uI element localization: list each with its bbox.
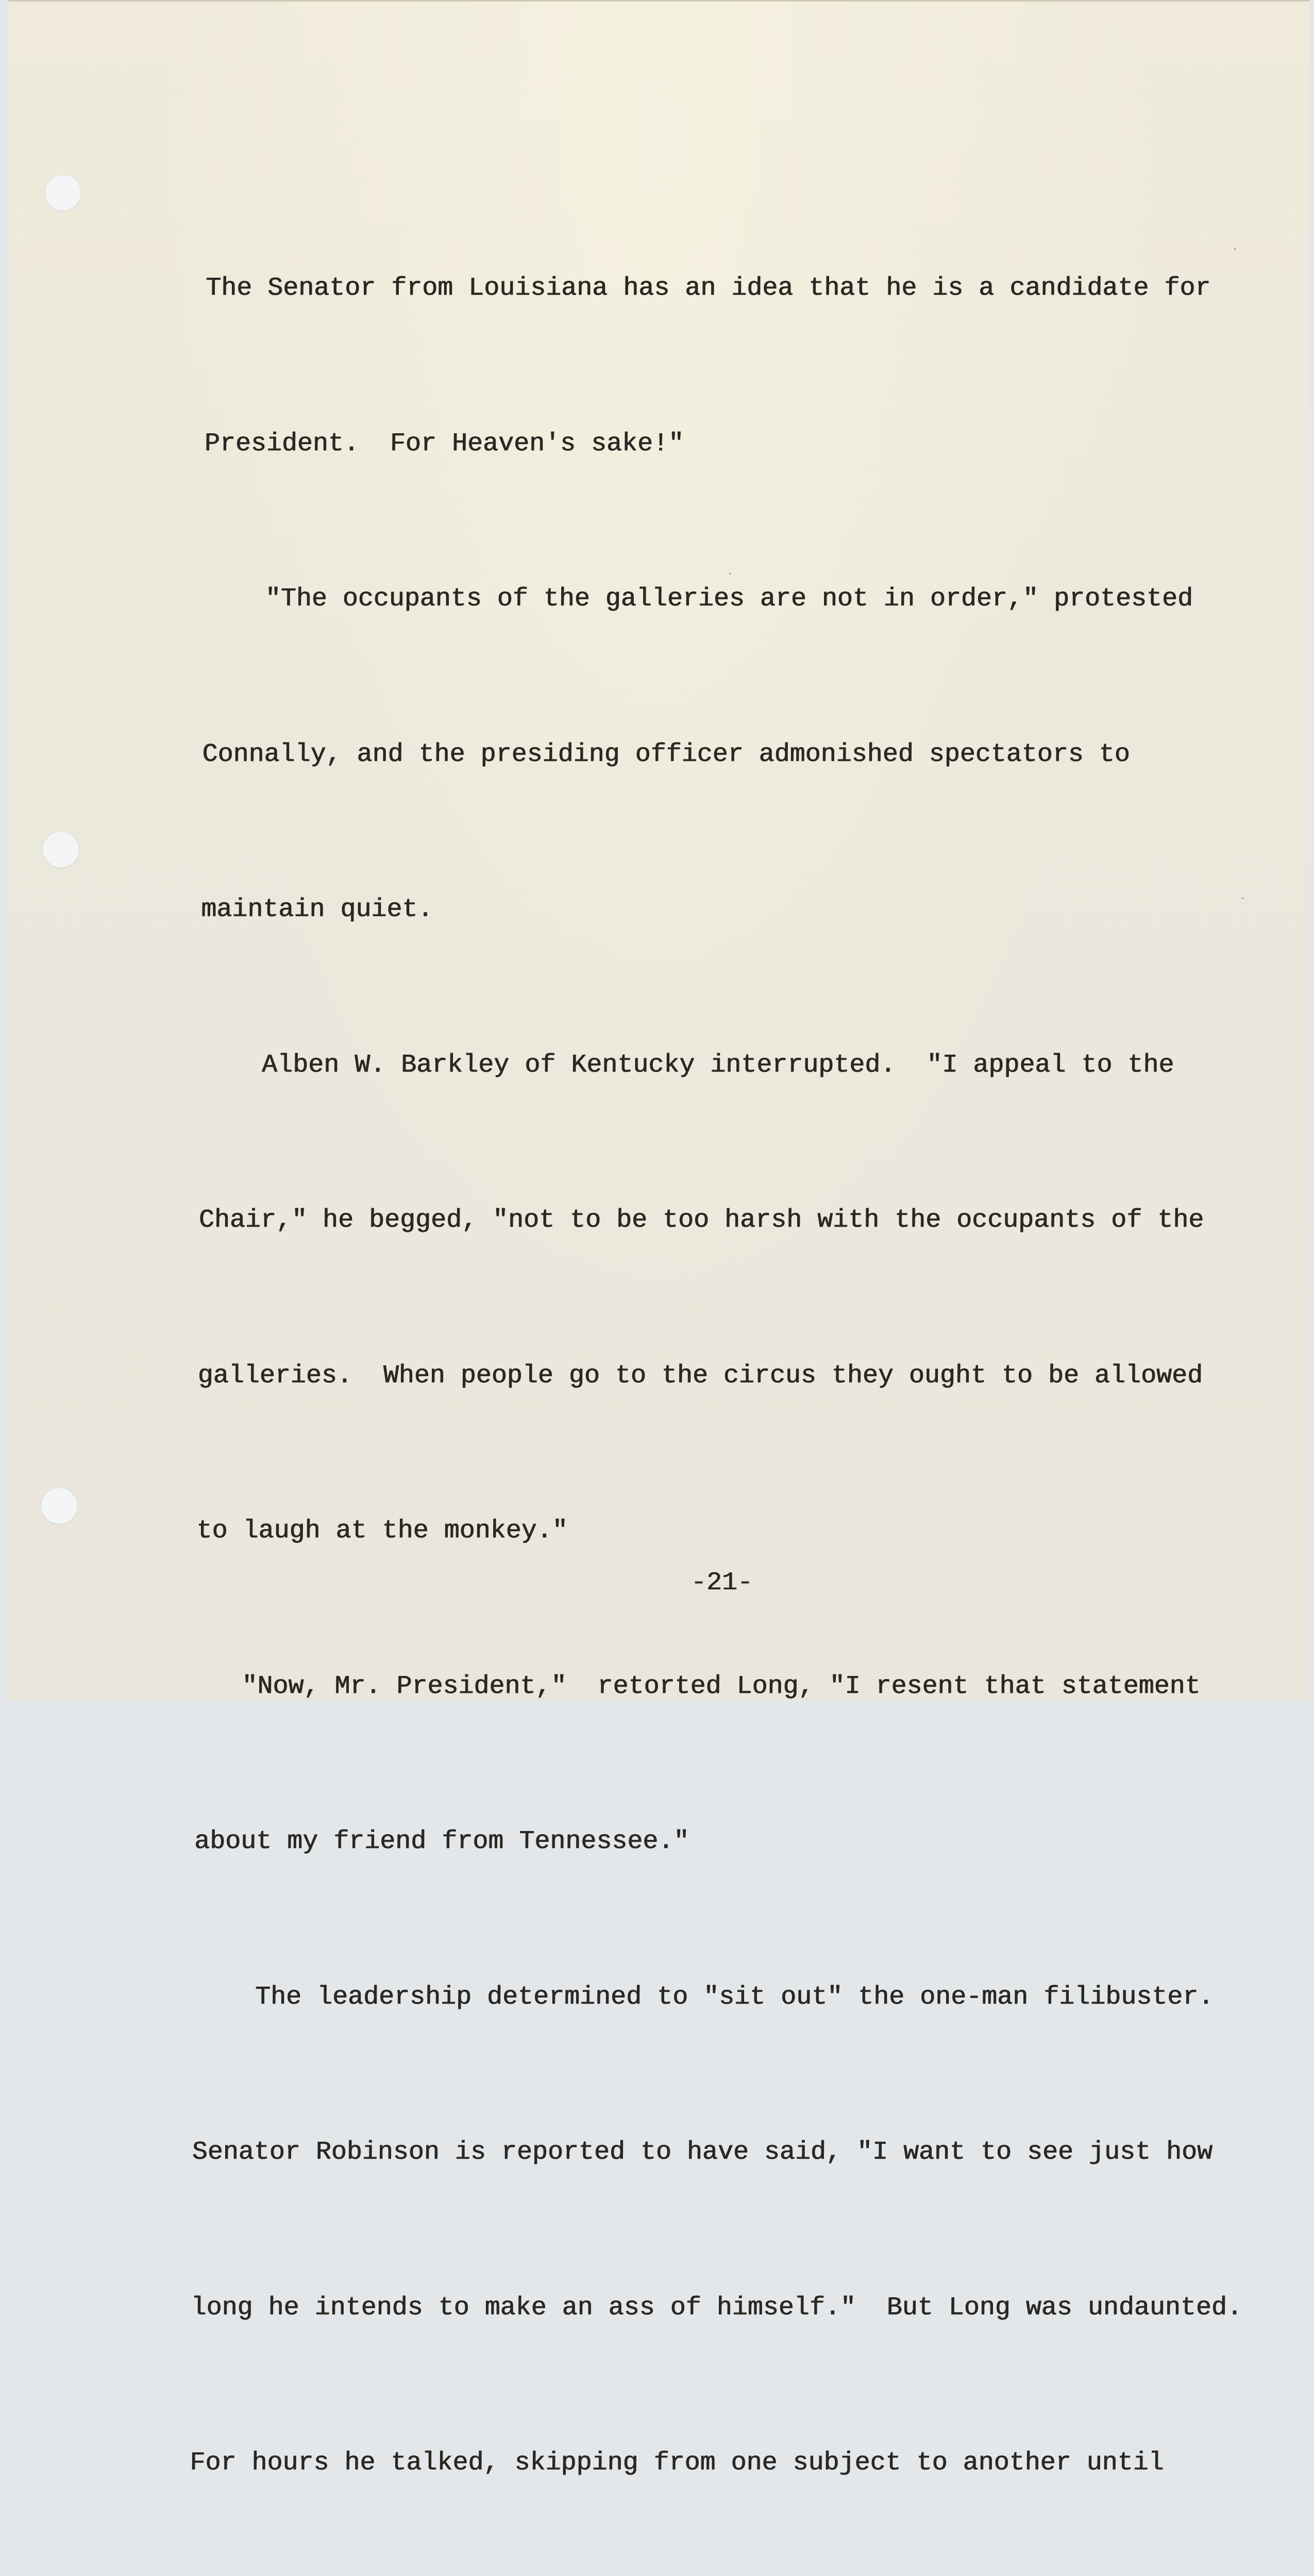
text-line: The leadership determined to "sit out" the one-man filibuster. bbox=[193, 1982, 1214, 2012]
text-line: For hours he talked, skipping from one subject to another until bbox=[190, 2448, 1164, 2478]
text-line: "The occupants of the galleries are not in order," protested bbox=[203, 584, 1193, 614]
text-line: galleries. When people go to the circus they ought to be allowed bbox=[197, 1361, 1203, 1391]
page-number: -21- bbox=[691, 1568, 753, 1598]
text-line: Senator Robinson is reported to have said, "I want to see just how bbox=[192, 2138, 1213, 2167]
text-line: Alben W. Barkley of Kentucky interrupted. "I appeal to the bbox=[199, 1050, 1174, 1080]
text-line: "Now, Mr. President," retorted Long, "I resent that statement bbox=[195, 1671, 1201, 1701]
text-line: to laugh at the monkey." bbox=[196, 1516, 568, 1546]
punch-hole-icon bbox=[44, 174, 81, 211]
text-line: about my friend from Tennessee." bbox=[194, 1827, 689, 1856]
text-line: Connally, and the presiding officer admonished spectators to bbox=[202, 739, 1131, 769]
typed-text-body bbox=[175, 159, 1304, 2576]
text-line: Chair," he begged, "not to be too harsh with the occupants of the bbox=[198, 1206, 1204, 1235]
paper-page bbox=[8, 0, 1310, 2478]
punch-hole-icon bbox=[41, 1487, 78, 1524]
paper-top-edge bbox=[8, 0, 1310, 2]
text-line: The Senator from Louisiana has an idea that he is a candidate for bbox=[205, 274, 1211, 303]
text-line: maintain quiet. bbox=[201, 895, 433, 924]
text-line: long he intends to make an ass of himself." But Long was undaunted. bbox=[191, 2293, 1243, 2323]
text-line: President. For Heaven's sake!" bbox=[204, 429, 684, 459]
punch-hole-icon bbox=[42, 831, 79, 868]
